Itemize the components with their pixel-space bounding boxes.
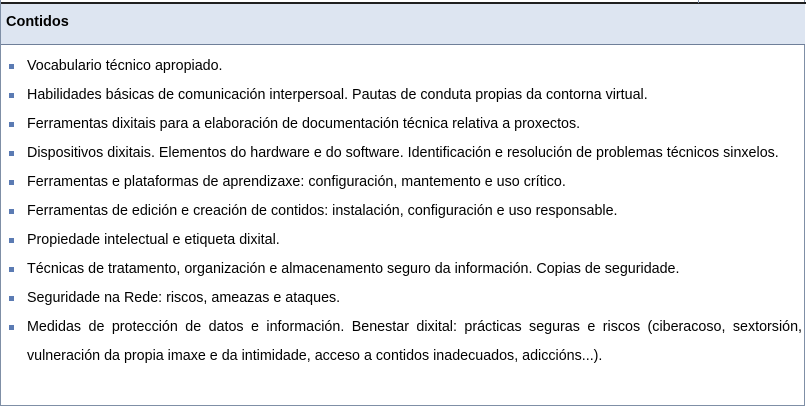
list-item-text: Ferramentas e plataformas de aprendizaxe: configuración, mantemento e uso crítico. — [27, 174, 566, 190]
table-header — [1, 4, 805, 45]
square-bullet-icon — [9, 93, 14, 98]
square-bullet-icon — [9, 296, 14, 301]
list-item — [1, 284, 806, 313]
list-item-text: Propiedade intelectual e etiqueta dixital. — [27, 232, 280, 248]
square-bullet-icon — [9, 64, 14, 69]
list-item — [1, 81, 806, 110]
list-item-text: Ferramentas dixitais para a elaboración de documentación técnica relativa a proxectos. — [27, 116, 581, 132]
square-bullet-icon — [9, 325, 14, 330]
list-item — [1, 313, 806, 371]
list-item — [1, 226, 806, 255]
square-bullet-icon — [9, 122, 14, 127]
header-title: Contidos — [6, 14, 69, 30]
square-bullet-icon — [9, 180, 14, 185]
list-item — [1, 52, 806, 81]
contents-list — [1, 52, 806, 371]
list-item — [1, 139, 806, 168]
list-item-text: Seguridade na Rede: riscos, ameazas e ataques. — [27, 290, 341, 306]
list-item-text: Ferramentas de edición e creación de contidos: instalación, configuración e uso responsable. — [27, 203, 618, 219]
list-item-text: Técnicas de tratamento, organización e almacenamento seguro da información. Copias de seguridade. — [27, 261, 680, 277]
square-bullet-icon — [9, 267, 14, 272]
list-item-text: Vocabulario técnico apropiado. — [27, 58, 223, 74]
list-item-text: Medidas de protección de datos e información. Benestar dixital: prácticas seguras e riscos (ciberacoso, sextorsión, vulneración da propia imaxe e da intimidade, acceso a contidos inadecuados, adiccións...). — [27, 319, 802, 364]
list-item — [1, 255, 806, 284]
list-item — [1, 197, 806, 226]
list-item-text: Habilidades básicas de comunicación interpersoal. Pautas de conduta propias da contorna virtual. — [27, 87, 648, 103]
square-bullet-icon — [9, 209, 14, 214]
list-item — [1, 110, 806, 139]
square-bullet-icon — [9, 238, 14, 243]
square-bullet-icon — [9, 151, 14, 156]
list-item — [1, 168, 806, 197]
list-item-text: Dispositivos dixitais. Elementos do hardware e do software. Identificación e resolución de problemas técnicos sinxelos. — [27, 145, 779, 161]
column-divider-tick — [698, 0, 699, 3]
